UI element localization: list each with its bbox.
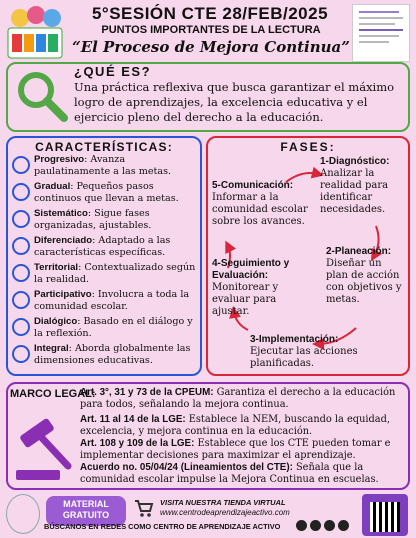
law-item bbox=[80, 414, 406, 437]
caracteristica-desc: : Sigue fases organizadas, ajustables. bbox=[34, 208, 152, 231]
instagram-icon[interactable] bbox=[310, 520, 321, 531]
caracteristica-desc: : Involucra a toda la comunidad escolar. bbox=[34, 289, 190, 312]
caracteristica-desc: : Basado en el diálogo y la reflexión. bbox=[34, 316, 193, 339]
stairs-icon bbox=[12, 183, 30, 201]
tienda-url[interactable]: www.centrodeaprendizajeactivo.com bbox=[160, 508, 290, 517]
gavel-icon bbox=[12, 404, 78, 484]
gear-icon bbox=[12, 210, 30, 228]
globe-icon bbox=[12, 345, 30, 363]
material-gratuito-badge: MATERIAL GRATUITO bbox=[46, 496, 126, 526]
reading-title: “El Proceso de Mejora Continua” bbox=[72, 38, 350, 56]
caracteristica-desc: : Aborda globalmente las dimensiones educativas. bbox=[34, 343, 191, 366]
tiktok-icon[interactable] bbox=[338, 520, 349, 531]
qr-code bbox=[362, 494, 408, 536]
caracteristica-desc: : Contextualizado según la realidad. bbox=[34, 262, 196, 285]
caracteristica-desc: : Pequeños pasos continuos que llevan a metas. bbox=[34, 181, 179, 204]
law-ref: Art. 3°, 31 y 73 de la CPEUM: bbox=[80, 387, 214, 398]
law-desc: Establece que los CTE pueden tomar e implementar decisiones para maximizar el aprendizaje. bbox=[80, 438, 391, 461]
fase-diagnostico: 1-Diagnóstico: Analizar la realidad para identificar necesidades. bbox=[320, 156, 390, 215]
law-ref: Art. 11 al 14 de la LGE: bbox=[80, 414, 186, 425]
progress-icon bbox=[12, 156, 30, 174]
ceaa-logo bbox=[6, 4, 64, 60]
fase-planeacion: 2-Planeación: Diseñar un plan de acción con objetivos y metas. bbox=[326, 246, 402, 305]
seal-icon bbox=[6, 494, 40, 534]
map-pin-icon bbox=[12, 264, 30, 282]
magnifier-icon bbox=[14, 68, 70, 124]
session-title: 5°SESIÓN CTE 28/FEB/2025 bbox=[91, 4, 329, 23]
document-thumbnail bbox=[352, 4, 410, 62]
caracteristica-term: Diferenciado bbox=[34, 235, 93, 246]
caracteristica-term: Participativo bbox=[34, 289, 92, 300]
caracteristica-term: Progresivo bbox=[34, 154, 85, 165]
law-desc: Garantiza el derecho a la educación para todos, señalando la mejora continua. bbox=[80, 387, 396, 410]
que-es-title: ¿QUÉ ES? bbox=[74, 64, 152, 79]
marco-legal-title: MARCO LEGAL: bbox=[10, 388, 96, 400]
fase-implementacion: 3-Implementación: Ejecutar las acciones planificadas. bbox=[250, 334, 358, 369]
caracteristica-term: Sistemático bbox=[34, 208, 88, 219]
redes-label: BÚSCANOS EN REDES COMO CENTRO DE APRENDIZAJE ACTIVO bbox=[44, 522, 281, 531]
cart-icon bbox=[134, 498, 154, 518]
fase-comunicacion: 5-Comunicación: Informar a la comunidad escolar sobre los avances. bbox=[212, 180, 308, 227]
caracteristica-term: Territorial bbox=[34, 262, 79, 273]
session-subtitle: PUNTOS IMPORTANTES DE LA LECTURA bbox=[101, 24, 321, 36]
pinterest-icon[interactable] bbox=[324, 520, 335, 531]
law-item bbox=[80, 438, 406, 461]
law-ref: Art. 108 y 109 de la LGE: bbox=[80, 438, 195, 449]
law-desc: Señala que la comunidad escolar impulse la Mejora Continua en escuelas. bbox=[80, 462, 379, 485]
fases-title: FASES: bbox=[280, 140, 336, 154]
law-item bbox=[80, 387, 406, 410]
law-ref: Acuerdo no. 05/04/24 (Lineamientos del CTE): bbox=[80, 462, 293, 473]
group-icon bbox=[12, 291, 30, 309]
facebook-icon[interactable] bbox=[296, 520, 307, 531]
tienda-label: VISITA NUESTRA TIENDA VIRTUAL bbox=[160, 498, 286, 507]
chat-icon bbox=[12, 318, 30, 336]
caracteristica-desc: : Adaptado a las características específicas. bbox=[34, 235, 171, 258]
caracteristica-desc: : Avanza paulatinamente a las metas. bbox=[34, 154, 172, 177]
caracteristica-term: Dialógico bbox=[34, 316, 78, 327]
law-desc: Establece la NEM, buscando la equidad, excelencia, y mejora continua en la educación. bbox=[80, 414, 391, 437]
target-icon bbox=[12, 237, 30, 255]
caracteristica-term: Integral bbox=[34, 343, 69, 354]
caracteristica-term: Gradual bbox=[34, 181, 71, 192]
fase-seguimiento: 4-Seguimiento y Evaluación: Monitorear y evaluar para ajustar. bbox=[212, 258, 290, 317]
caracteristicas-title: CARACTERÍSTICAS: bbox=[35, 140, 173, 154]
que-es-text: Una práctica reflexiva que busca garantizar el máximo logro de aprendizajes, la excelencia educativa y el ejercicio pleno del derecho a la educación. bbox=[74, 80, 395, 124]
law-item bbox=[80, 462, 406, 485]
